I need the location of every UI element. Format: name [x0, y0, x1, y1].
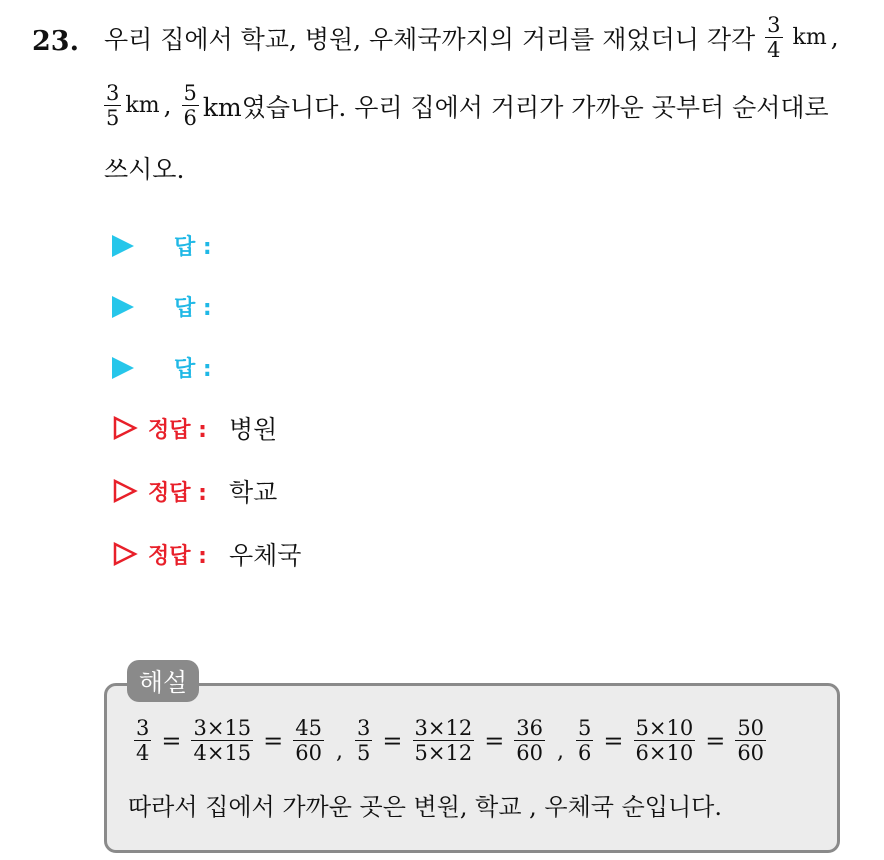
correct-answer-value: 우체국	[228, 541, 302, 570]
solution-box	[104, 683, 840, 853]
fraction-denominator: 60	[516, 741, 544, 766]
fraction-numerator: 3	[136, 716, 150, 740]
fraction-denominator: 4	[136, 741, 150, 766]
solution-fraction	[576, 717, 593, 764]
fraction-numerator: 3×12	[414, 716, 473, 740]
solution-tab: 해설	[127, 660, 199, 702]
question-text-2: km였습니다. 우리 집에서 거리가 가까운 곳부터 순서대로	[202, 92, 829, 122]
question-number: 23.	[32, 26, 79, 57]
equals-sign: =	[603, 726, 624, 755]
answer-blank-2	[112, 291, 212, 322]
equals-sign: =	[705, 726, 726, 755]
fraction-numerator: 5	[578, 716, 592, 740]
correct-answer-value: 병원	[228, 415, 278, 444]
unit-km: km	[125, 93, 160, 119]
comma: ,	[336, 739, 344, 765]
equals-sign: =	[263, 726, 284, 755]
fraction-denominator: 60	[737, 741, 765, 766]
solution-fraction	[514, 717, 545, 764]
fraction-denominator: 5×12	[414, 741, 473, 766]
answer-blank-3	[112, 352, 212, 383]
comma: ,	[557, 739, 565, 765]
question-text-1: 우리 집에서 학교, 병원, 우체국까지의 거리를 재었더니 각각	[104, 24, 756, 54]
equals-sign: =	[161, 726, 182, 755]
question-text-3: 쓰시오.	[104, 155, 185, 184]
fraction-denominator: 6	[183, 106, 197, 131]
fraction-denominator: 6×10	[635, 741, 694, 766]
fraction-denominator: 5	[106, 106, 120, 131]
outline-triangle-icon	[112, 541, 138, 567]
answer-label: 답 :	[174, 235, 212, 260]
answer-label: 답 :	[174, 357, 212, 382]
fraction-numerator: 5	[183, 81, 197, 105]
question-line-2: $\frac{3}{5}$ km , $\frac{5}{6}$ km였습니다. 우리 집에서 거리가 가까운 곳부터 순서대로	[106, 81, 829, 131]
fraction-denominator: 60	[295, 741, 323, 766]
equals-sign: =	[484, 726, 505, 755]
fraction-numerator: 36	[516, 716, 544, 740]
solution-text: 따라서 집에서 가까운 곳은 변원, 학교 , 우체국 순입니다.	[128, 793, 722, 821]
fraction-numerator: 5×10	[635, 716, 694, 740]
question-line-1: 우리 집에서 학교, 병원, 우체국까지의 거리를 재었더니 각각 $\frac{3}{4}$ km ,	[104, 13, 839, 63]
fraction-denominator: 4×15	[193, 741, 252, 766]
correct-answer-1	[112, 410, 277, 446]
fraction-numerator: 50	[737, 716, 765, 740]
fraction-numerator: 3	[357, 716, 371, 740]
solution-equation	[128, 717, 772, 764]
equals-sign: =	[382, 726, 403, 755]
answer-label: 답 :	[174, 296, 212, 321]
solution-fraction	[134, 717, 151, 764]
fraction-3-4	[765, 14, 782, 61]
answer-blank-1	[112, 230, 212, 261]
play-triangle-icon	[112, 357, 134, 379]
fraction-numerator: 3	[767, 13, 781, 37]
correct-answer-3	[112, 536, 301, 572]
unit-km: km	[792, 25, 827, 51]
solution-fraction	[413, 717, 475, 764]
solution-fraction	[735, 717, 766, 764]
play-triangle-icon	[112, 235, 134, 257]
play-triangle-icon	[112, 296, 134, 318]
fraction-numerator: 3	[106, 81, 120, 105]
solution-fraction	[634, 717, 696, 764]
fraction-numerator: 3×15	[193, 716, 252, 740]
fraction-denominator: 6	[578, 741, 592, 766]
correct-label: 정답 :	[148, 480, 207, 506]
outline-triangle-icon	[112, 415, 138, 441]
question-line-3	[104, 150, 184, 186]
solution-fraction	[355, 717, 372, 764]
solution-fraction	[191, 717, 253, 764]
outline-triangle-icon	[112, 478, 138, 504]
fraction-numerator: 45	[295, 716, 323, 740]
fraction-5-6	[182, 82, 199, 129]
correct-label: 정답 :	[148, 543, 207, 569]
fraction-denominator: 4	[767, 38, 781, 63]
correct-answer-2	[112, 473, 277, 509]
solution-fraction	[293, 717, 324, 764]
fraction-3-5	[104, 82, 121, 129]
correct-label: 정답 :	[148, 417, 207, 443]
correct-answer-value: 학교	[228, 478, 278, 507]
fraction-denominator: 5	[357, 741, 371, 766]
